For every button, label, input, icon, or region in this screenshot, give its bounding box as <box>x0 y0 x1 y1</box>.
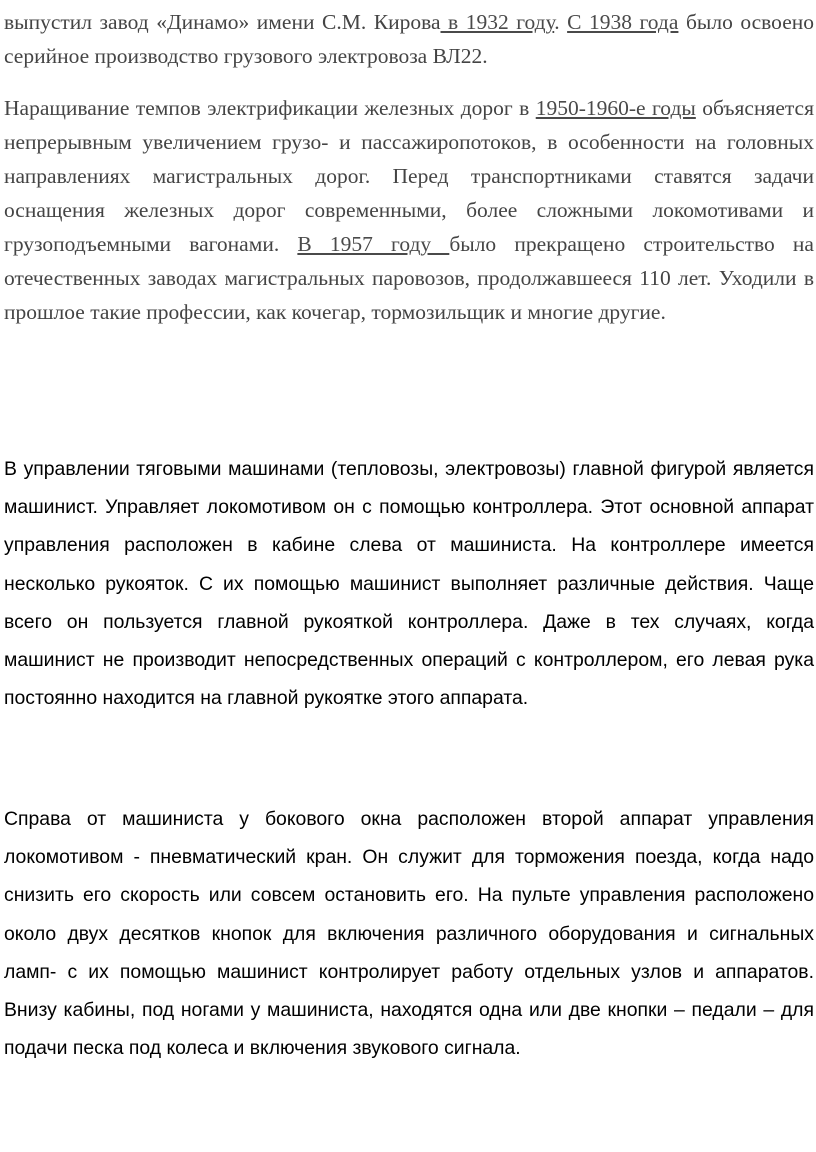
paragraph-brake-valve: Справа от машиниста у бокового окна расположен второй аппарат управления локомотивом - пневматический кран. Он служит для торможения поезда, когда надо снизить его скорость или совсем остановить его. На пульте управления расположено около двух десятков кнопок для включения различного оборудования и сигнальных ламп- с их помощью машинист контролирует работу отдельных узлов и аппаратов. Внизу кабины, под ногами у машиниста, находятся одна или две кнопки – педали – для подачи песка под колеса и включения звукового сигнала. <box>4 808 814 1060</box>
paragraph-text: объясняется непрерывным увеличением грузо- и пассажиропотоков, в особенности на головных направлениях магистральных дорог. Перед транспортниками ставятся задачи оснащения железных дорог современными, более сложными локомотивами и грузоподъемными вагонами. <box>4 96 814 256</box>
paragraph-text: было освоено серийное производство грузового электровоза ВЛ22. <box>4 10 814 68</box>
paragraph-text: . <box>554 10 568 34</box>
link-1957[interactable]: В 1957 году <box>297 232 450 256</box>
paragraph-controller: В управлении тяговыми машинами (тепловозы, электровозы) главной фигурой является машинист. Управляет локомотивом он с помощью контроллера. Этот основной аппарат управления расположен в кабине слева от машиниста. На контроллере имеется несколько рукояток. С их помощью машинист выполняет различные действия. Чаще всего он пользуется главной рукояткой контроллера. Даже в тех случаях, когда машинист не производит непосредственных операций с контроллером, его левая рука постоянно находится на главной рукоятке этого аппарата. <box>4 458 814 710</box>
paragraph-text: выпустил завод «Динамо» имени С.М. Кирова <box>4 10 441 34</box>
link-1938[interactable]: С 1938 года <box>567 10 679 34</box>
paragraph-electrification <box>4 91 814 329</box>
link-1932[interactable]: в 1932 году <box>440 10 555 34</box>
paragraph-text: было прекращено строительство на отечественных заводах магистральных паровозов, продолжавшееся 110 лет. Уходили в прошлое такие профессии, как кочегар, тормозильщик и многие другие. <box>4 232 814 324</box>
link-1950-1960[interactable]: 1950-1960-е годы <box>535 96 696 120</box>
paragraph-text: Наращивание темпов электрификации железных дорог в <box>4 96 536 120</box>
paragraph-history-1932 <box>4 5 814 73</box>
